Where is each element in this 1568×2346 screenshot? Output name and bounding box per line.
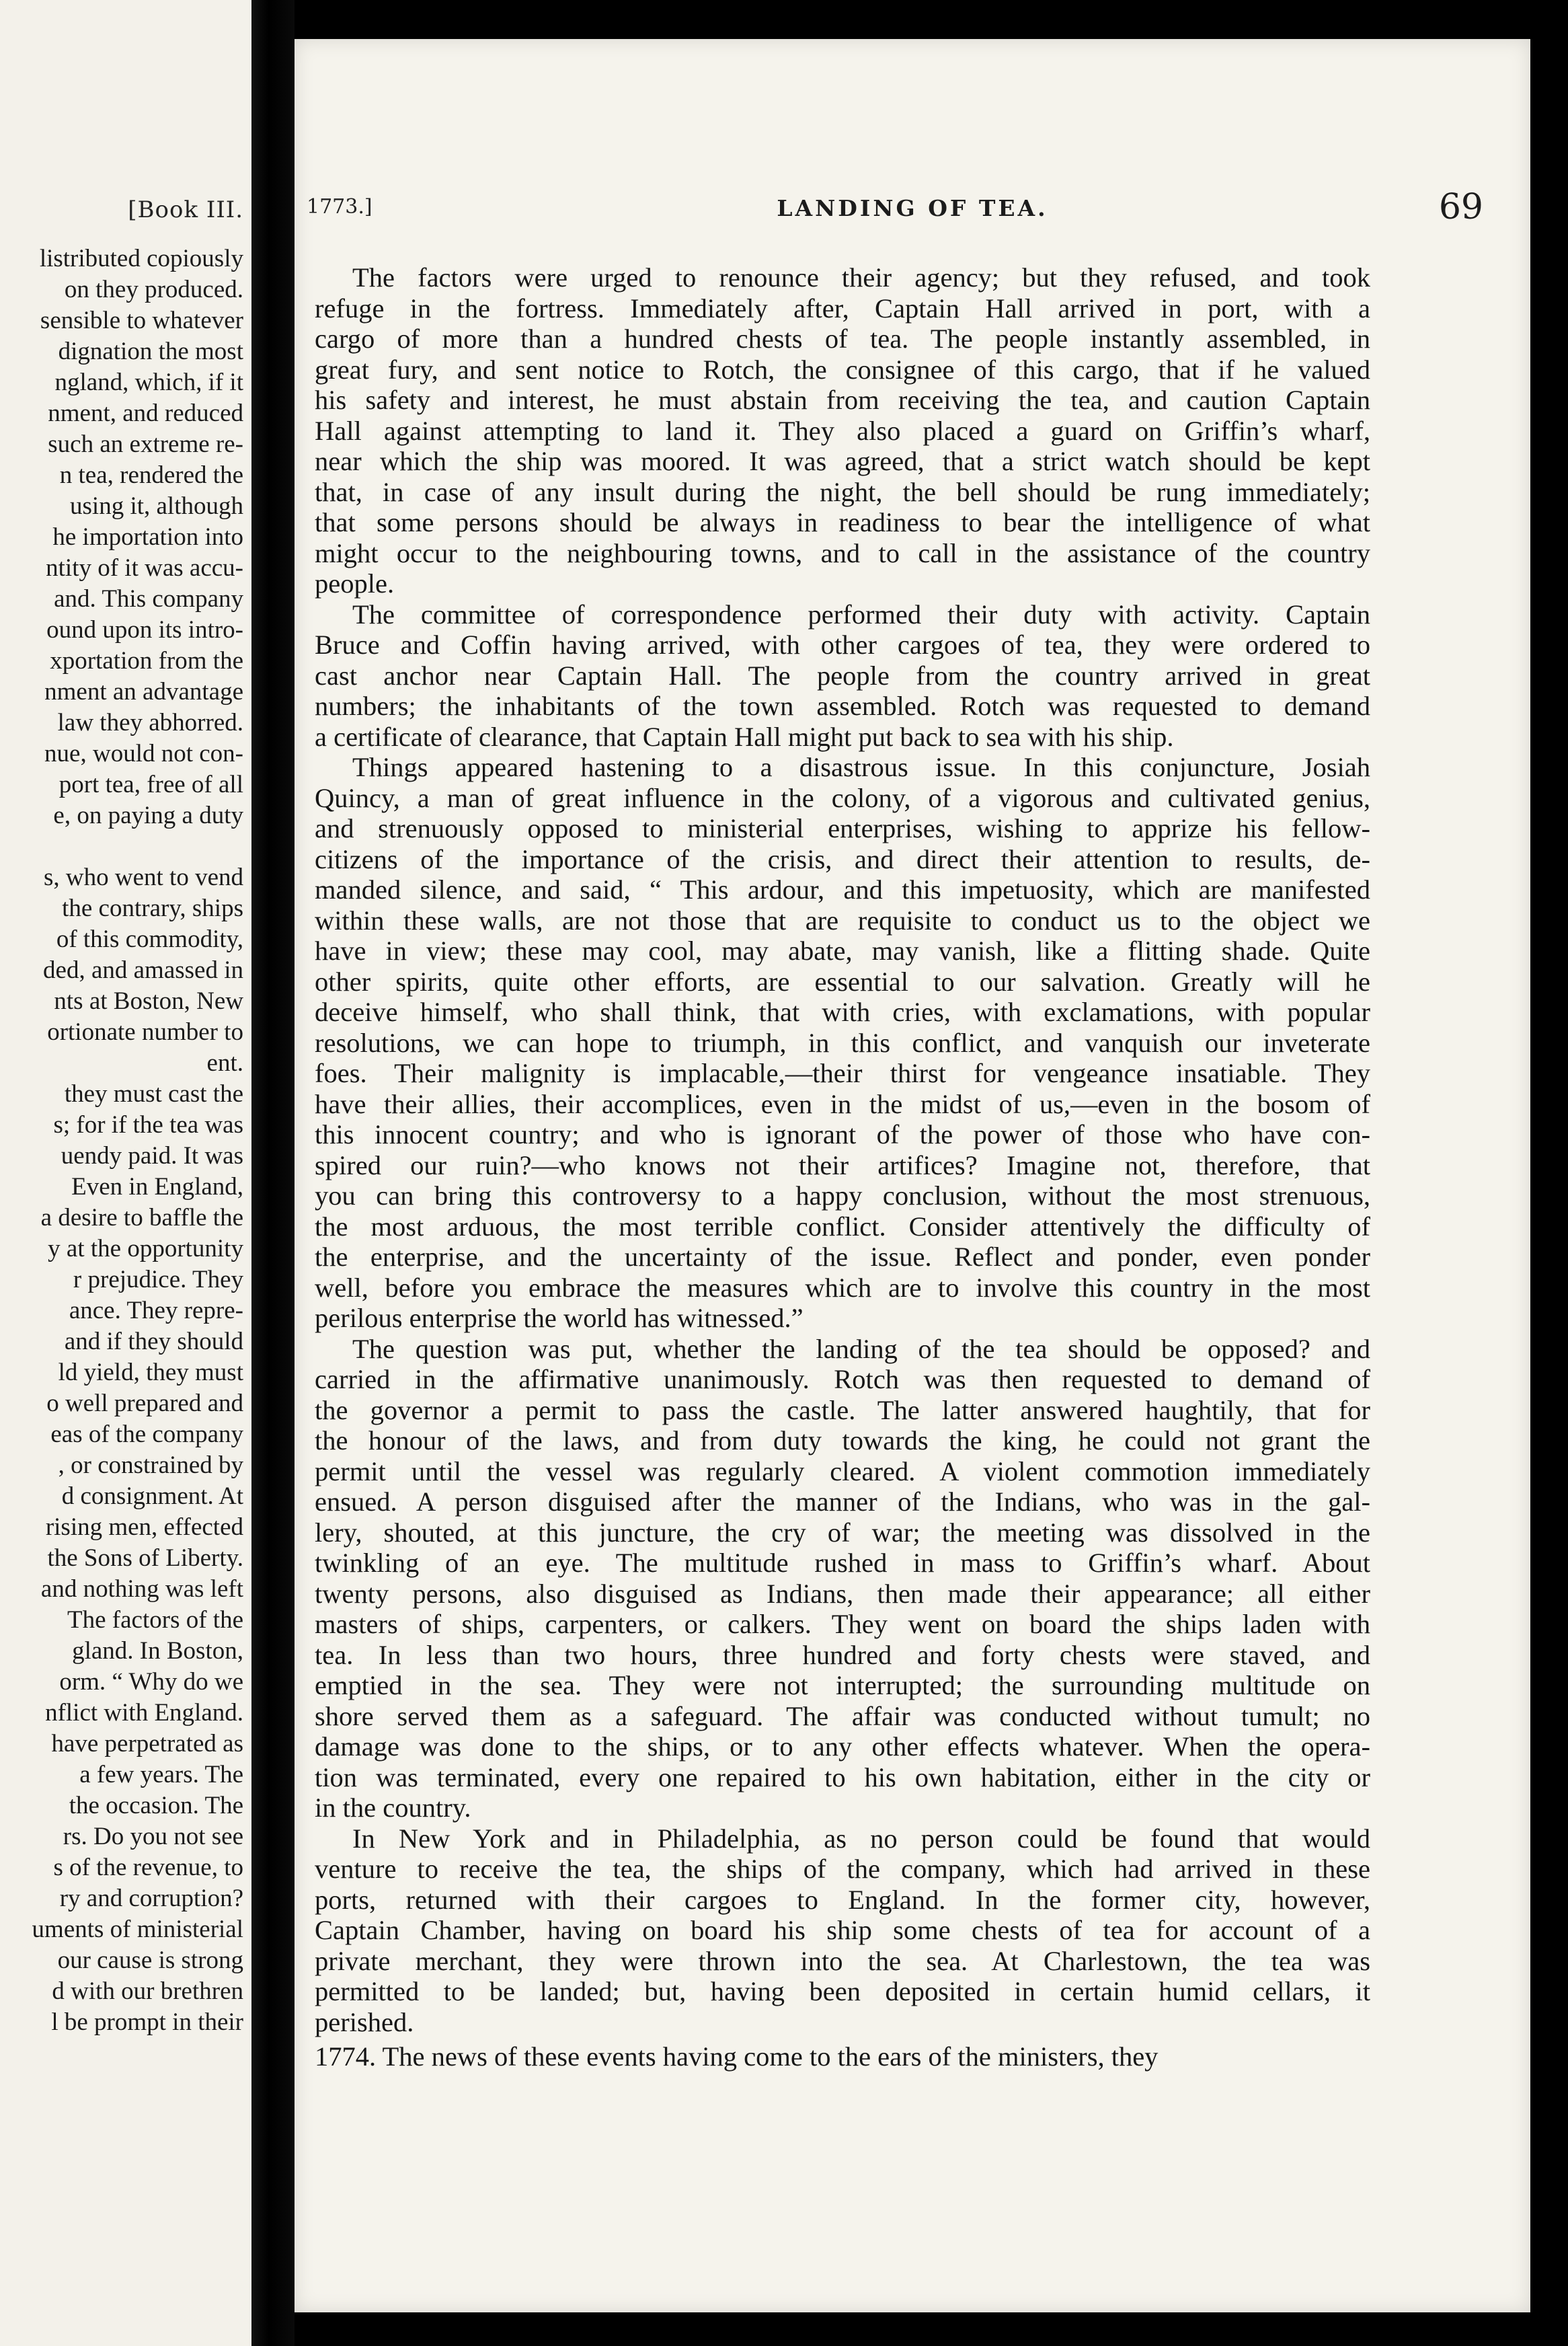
text-line: that some persons should be always in readiness to bear the intelligence of what	[315, 507, 1370, 537]
text-line: Quincy, a man of great influence in the colony, of a vigorous and cultivated genius,	[315, 782, 1370, 813]
text-line: resolutions, we can hope to triumph, in this conflict, and vanquish our inveterate	[315, 1027, 1370, 1058]
text-line: this innocent country; and who is ignorant of the power of those who have con-	[315, 1119, 1370, 1149]
text-line: lery, shouted, at this juncture, the cry of war; the meeting was dissolved in the	[315, 1517, 1370, 1548]
left-text-line: listributed copiously	[39, 245, 243, 272]
left-text-line: gland. In Boston,	[72, 1637, 243, 1665]
left-text-line: sensible to whatever	[40, 307, 243, 334]
main-page	[295, 39, 1530, 2312]
text-line: near which the ship was moored. It was agreed, that a strict watch should be kept	[315, 446, 1370, 476]
text-line: within these walls, are not those that are requisite to conduct us to the object we	[315, 905, 1370, 936]
left-text-line: e, on paying a duty	[53, 802, 243, 829]
running-head	[295, 187, 1530, 242]
left-text-line: s of the revenue, to	[53, 1854, 243, 1881]
left-page-text	[0, 243, 243, 2038]
text-line: Bruce and Coffin having arrived, with other cargoes of tea, they were ordered to	[315, 630, 1370, 660]
text-line: The question was put, whether the landing of the tea should be opposed? and	[352, 1333, 1370, 1364]
text-line: have their allies, their accomplices, even in the midst of us,—even in the bosom of	[315, 1088, 1370, 1119]
text-line: Captain Chamber, having on board his ship some chests of tea for account of a	[315, 1915, 1370, 1945]
left-text-line: law they abhorred.	[57, 709, 243, 736]
text-line: perished.	[315, 2006, 414, 2037]
right-margin	[1530, 0, 1568, 2346]
text-line: cargo of more than a hundred chests of tea. The people instantly assembled, in	[315, 324, 1370, 354]
left-text-line: ance. They repre-	[69, 1297, 243, 1324]
text-line: permitted to be landed; but, having been deposited in certain humid cellars, it	[315, 1976, 1370, 2006]
text-line: ports, returned with their cargoes to England. In the former city, however,	[315, 1884, 1370, 1915]
text-line: the honour of the laws, and from duty towards the king, he could not grant the	[315, 1425, 1370, 1455]
left-text-line: the Sons of Liberty.	[47, 1544, 243, 1572]
text-line: masters of ships, carpenters, or calkers. They went on board the ships laden with	[315, 1609, 1370, 1639]
left-text-line: such an extreme re-	[48, 430, 243, 458]
text-line: a certificate of clearance, that Captain Hall might put back to sea with his ship.	[315, 721, 1174, 752]
left-text-line: xportation from the	[50, 647, 243, 675]
left-text-line: s; for if the tea was	[53, 1111, 243, 1139]
left-text-line: ound upon its intro-	[46, 616, 243, 644]
text-line: tion was terminated, every one repaired to his own habitation, either in the city or	[315, 1762, 1370, 1792]
text-line: The factors were urged to renounce their agency; but they refused, and took	[352, 262, 1370, 293]
running-head-title: LANDING OF TEA.	[777, 195, 1048, 221]
left-text-line: , or constrained by	[58, 1451, 243, 1479]
book-gutter	[251, 0, 295, 2346]
left-text-line: rs. Do you not see	[63, 1823, 243, 1850]
left-text-line: l be prompt in their	[51, 2008, 243, 2036]
text-line: deceive himself, who shall think, that with cries, with exclamations, with popular	[315, 997, 1370, 1027]
left-text-line: they must cast the	[64, 1080, 243, 1108]
left-text-line: orm. “ Why do we	[59, 1668, 243, 1696]
left-text-line: nment an advantage	[44, 678, 243, 706]
left-text-line: rising men, effected	[45, 1513, 243, 1541]
left-text-line: our cause is strong	[57, 1946, 243, 1974]
left-text-line: d with our brethren	[52, 1977, 243, 2005]
left-text-line: the contrary, ships	[62, 895, 243, 922]
left-text-line: the occasion. The	[69, 1792, 243, 1819]
text-line: emptied in the sea. They were not interrupted; the surrounding multitude on	[315, 1670, 1370, 1700]
left-text-line: nflict with England.	[45, 1699, 243, 1727]
left-text-line: dignation the most	[58, 338, 243, 365]
text-line: venture to receive the tea, the ships of the company, which had arrived in these	[315, 1854, 1370, 1884]
text-line: his safety and interest, he must abstain from receiving the tea, and caution Captain	[315, 385, 1370, 415]
text-line: cast anchor near Captain Hall. The people from the country arrived in great	[315, 660, 1370, 691]
left-text-line: The factors of the	[67, 1606, 243, 1634]
text-line: twinkling of an eye. The multitude rushed in mass to Griffin’s wharf. About	[315, 1548, 1370, 1578]
text-line: the enterprise, and the uncertainty of the issue. Reflect and ponder, even ponder	[315, 1242, 1370, 1272]
left-text-line: nue, would not con-	[44, 740, 243, 767]
text-line: damage was done to the ships, or to any other effects whatever. When the opera-	[315, 1731, 1370, 1762]
year-marginal-line: 1774. The news of these events having come to the ears of the ministers, they	[315, 2041, 1159, 2072]
left-text-line: nment, and reduced	[48, 400, 243, 427]
text-line: Things appeared hastening to a disastrous issue. In this conjuncture, Josiah	[352, 752, 1370, 782]
left-text-line: d consignment. At	[61, 1482, 243, 1510]
text-line: tea. In less than two hours, three hundred and forty chests were staved, and	[315, 1639, 1370, 1670]
left-text-line: r prejudice. They	[73, 1266, 243, 1293]
left-text-line: a desire to baffle the	[40, 1204, 243, 1232]
left-text-line: on they produced.	[64, 276, 243, 303]
text-line: In New York and in Philadelphia, as no person could be found that would	[352, 1823, 1370, 1854]
left-text-line: and nothing was left	[40, 1575, 243, 1603]
left-text-line: uments of ministerial	[32, 1916, 243, 1943]
text-line: have in view; these may cool, may abate, may vanish, like a flitting shade. Quite	[315, 936, 1370, 966]
body-text	[315, 262, 1370, 2072]
running-head-year: 1773.]	[307, 195, 373, 219]
left-text-line: o well prepared and	[46, 1390, 243, 1417]
left-text-line: a few years. The	[79, 1761, 243, 1788]
left-text-line: eas of the company	[50, 1421, 243, 1448]
left-text-line: ntity of it was accu-	[46, 554, 243, 582]
text-line: ensued. A person disguised after the manner of the Indians, who was in the gal-	[315, 1486, 1370, 1517]
text-line: in the country.	[315, 1792, 471, 1823]
left-text-line: nts at Boston, New	[54, 987, 243, 1015]
left-text-line: ortionate number to	[47, 1018, 243, 1046]
text-line: The committee of correspondence performed their duty with activity. Captain	[352, 599, 1370, 630]
page-number: 69	[1438, 187, 1483, 227]
left-text-line: and. This company	[54, 585, 243, 613]
left-text-line: ent.	[206, 1049, 243, 1077]
text-line: Hall against attempting to land it. They also placed a guard on Griffin’s wharf,	[315, 415, 1370, 446]
left-page	[0, 0, 251, 2346]
left-text-line: s, who went to vend	[44, 864, 243, 891]
text-line: great fury, and sent notice to Rotch, the consignee of this cargo, that if he valued	[315, 354, 1370, 385]
text-line: well, before you embrace the measures which are to involve this country in the most	[315, 1272, 1370, 1303]
left-text-line: ded, and amassed in	[43, 956, 243, 984]
text-line: refuge in the fortress. Immediately after, Captain Hall arrived in port, with a	[315, 293, 1370, 324]
text-line: the governor a permit to pass the castle. The latter answered haughtily, that for	[315, 1394, 1370, 1425]
text-line: other spirits, quite other efforts, are essential to our salvation. Greatly will he	[315, 966, 1370, 997]
left-text-line: Even in England,	[71, 1173, 243, 1201]
left-text-line: he importation into	[52, 523, 243, 551]
text-line: the most arduous, the most terrible conflict. Consider attentively the difficulty of	[315, 1211, 1370, 1242]
left-text-line: uendy paid. It was	[61, 1142, 243, 1170]
left-text-line: y at the opportunity	[48, 1235, 243, 1262]
text-line: twenty persons, also disguised as Indians, then made their appearance; all either	[315, 1578, 1370, 1609]
text-line: people.	[315, 568, 395, 599]
text-line: carried in the affirmative unanimously. Rotch was then requested to demand of	[315, 1364, 1370, 1394]
left-text-line: port tea, free of all	[58, 771, 243, 798]
left-text-line: ngland, which, if it	[54, 369, 243, 396]
text-line: might occur to the neighbouring towns, and to call in the assistance of the country	[315, 537, 1370, 568]
left-text-line: ry and corruption?	[59, 1885, 243, 1912]
left-text-line: ld yield, they must	[58, 1359, 243, 1386]
text-line: private merchant, they were thrown into the sea. At Charlestown, the tea was	[315, 1945, 1370, 1976]
left-text-line: using it, although	[70, 492, 243, 520]
text-line: and strenuously opposed to ministerial enterprises, wishing to apprize his fellow-	[315, 813, 1370, 843]
left-text-line: and if they should	[64, 1328, 243, 1355]
left-running-head: [Book III.	[128, 196, 243, 223]
text-line: citizens of the importance of the crisis, and direct their attention to results, de-	[315, 843, 1370, 874]
text-line: manded silence, and said, “ This ardour, and this impetuosity, which are manifested	[315, 874, 1370, 905]
text-line: perilous enterprise the world has witnessed.”	[315, 1303, 803, 1333]
left-text-line: n tea, rendered the	[59, 461, 243, 489]
text-line: numbers; the inhabitants of the town assembled. Rotch was requested to demand	[315, 691, 1370, 721]
text-line: permit until the vessel was regularly cleared. A violent commotion immediately	[315, 1455, 1370, 1486]
text-line: spired our ruin?—who knows not their artifices? Imagine not, therefore, that	[315, 1149, 1370, 1180]
text-line: shore served them as a safeguard. The affair was conducted without tumult; no	[315, 1700, 1370, 1731]
text-line: you can bring this controversy to a happy conclusion, without the most strenuous,	[315, 1180, 1370, 1211]
text-line: that, in case of any insult during the night, the bell should be rung immediately;	[315, 476, 1370, 507]
left-text-line: of this commodity,	[56, 925, 243, 953]
left-text-line: have perpetrated as	[51, 1730, 243, 1757]
left-text-line	[0, 831, 243, 862]
text-line: foes. Their malignity is implacable,—their thirst for vengeance insatiable. They	[315, 1058, 1370, 1088]
